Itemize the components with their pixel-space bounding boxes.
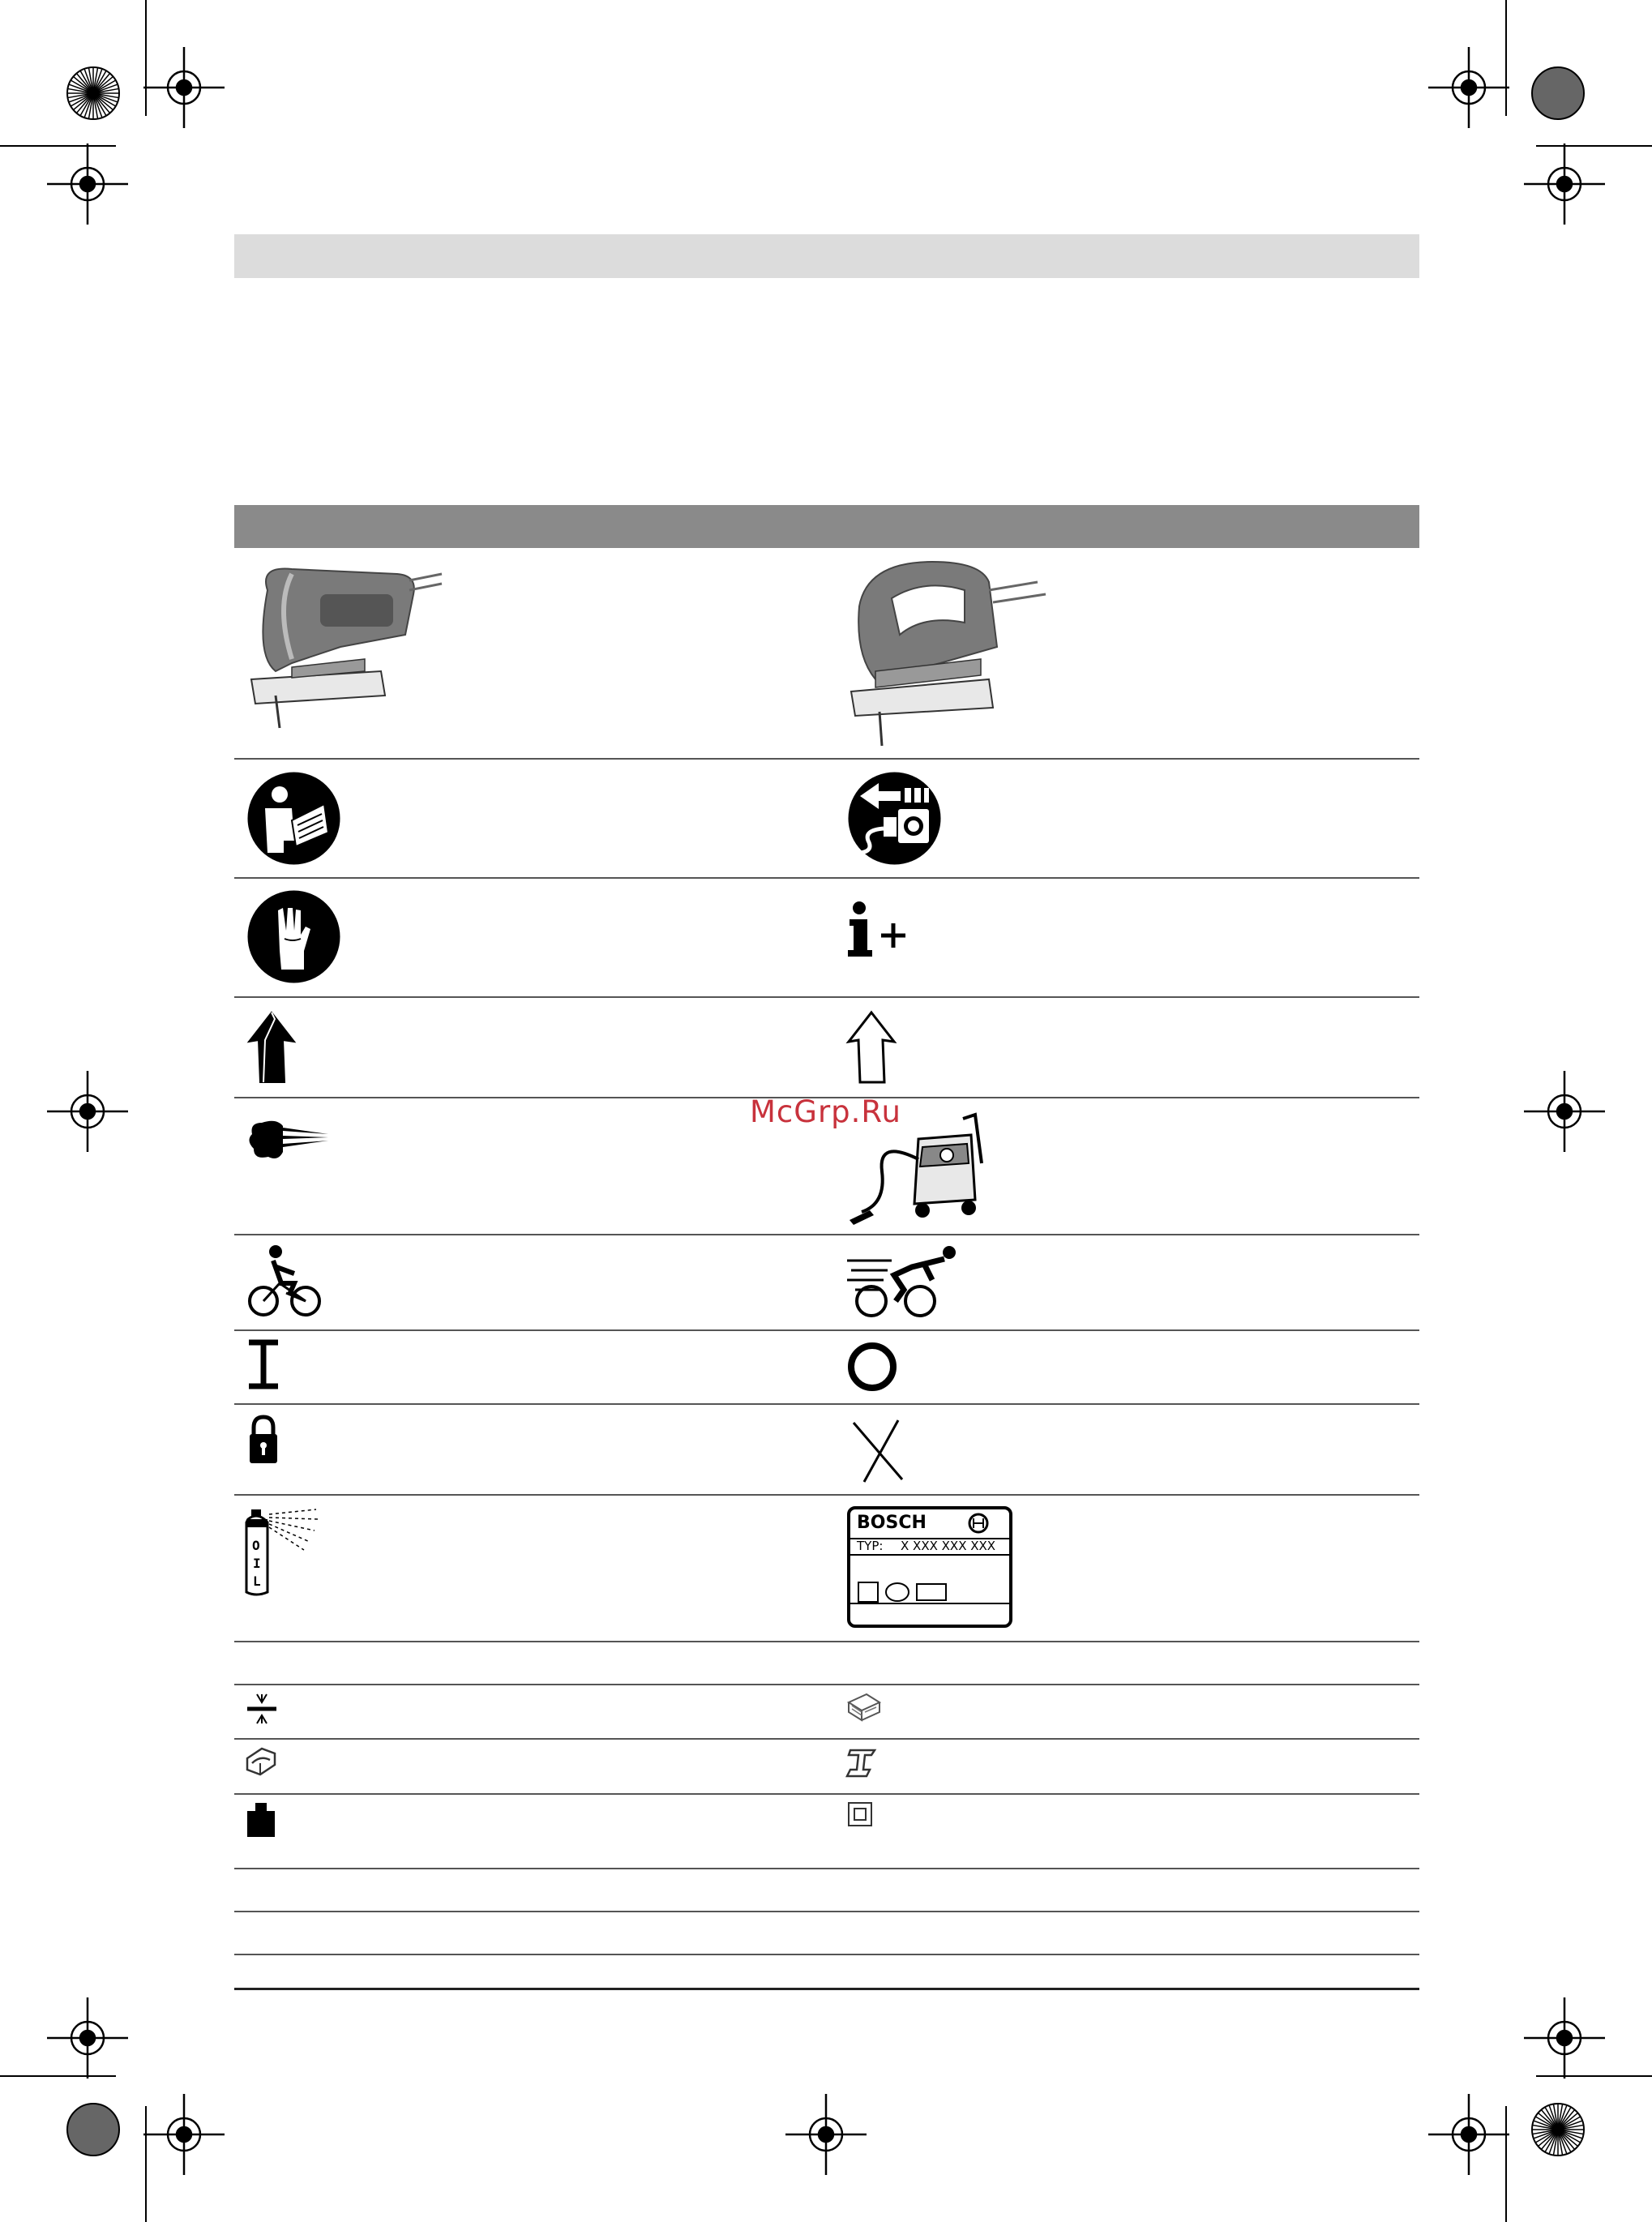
wood-icon xyxy=(847,1693,881,1722)
svg-text:O: O xyxy=(252,1538,260,1553)
row-divider xyxy=(234,1793,1419,1795)
weight-icon xyxy=(246,1801,276,1839)
cross-icon xyxy=(850,1419,906,1483)
nameplate-type-label: TYP: xyxy=(857,1539,884,1553)
row-divider xyxy=(234,1868,1419,1869)
steel-profile-icon xyxy=(847,1747,881,1779)
arrow-outline-up-icon xyxy=(847,1011,896,1084)
row-divider xyxy=(234,1738,1419,1740)
unplug-icon xyxy=(848,772,941,865)
table-bottom-rule xyxy=(234,1988,1419,1990)
info-plus-icon xyxy=(847,901,912,958)
row-divider xyxy=(234,758,1419,760)
cyclist-fast-icon xyxy=(847,1244,957,1321)
read-manual-icon xyxy=(247,772,340,865)
section-bar xyxy=(234,505,1419,548)
watermark-text: McGrp.Ru xyxy=(750,1094,901,1129)
jigsaw-large-icon xyxy=(843,558,1054,748)
protective-gloves-icon xyxy=(247,890,340,983)
protection-class-icon xyxy=(847,1801,873,1827)
vacuum-cleaner-icon xyxy=(845,1107,983,1224)
oil-spray-icon xyxy=(243,1508,320,1597)
metal-icon xyxy=(246,1747,280,1778)
row-divider xyxy=(234,1403,1419,1405)
power-on-icon xyxy=(247,1340,280,1389)
header-bar xyxy=(234,234,1419,278)
stroke-rate-icon xyxy=(246,1693,278,1725)
lock-icon xyxy=(247,1415,280,1465)
row-divider xyxy=(234,1684,1419,1685)
row-divider xyxy=(234,1641,1419,1642)
nameplate-type-value: X XXX XXX XXX xyxy=(901,1539,996,1553)
row-divider xyxy=(234,996,1419,998)
row-divider xyxy=(234,1234,1419,1235)
arrow-solid-up-icon xyxy=(247,1011,296,1084)
row-divider xyxy=(234,1911,1419,1912)
row-divider xyxy=(234,877,1419,879)
power-off-icon xyxy=(847,1342,897,1392)
row-divider xyxy=(234,1494,1419,1496)
svg-text:L: L xyxy=(253,1573,261,1589)
cyclist-slow-icon xyxy=(247,1244,324,1321)
row-divider xyxy=(234,1954,1419,1955)
jigsaw-compact-icon xyxy=(243,558,446,732)
row-divider xyxy=(234,1329,1419,1331)
nameplate-icon xyxy=(847,1506,1013,1629)
svg-text:I: I xyxy=(253,1556,261,1571)
dust-blower-icon xyxy=(246,1115,331,1163)
nameplate-brand: BOSCH xyxy=(857,1513,927,1533)
